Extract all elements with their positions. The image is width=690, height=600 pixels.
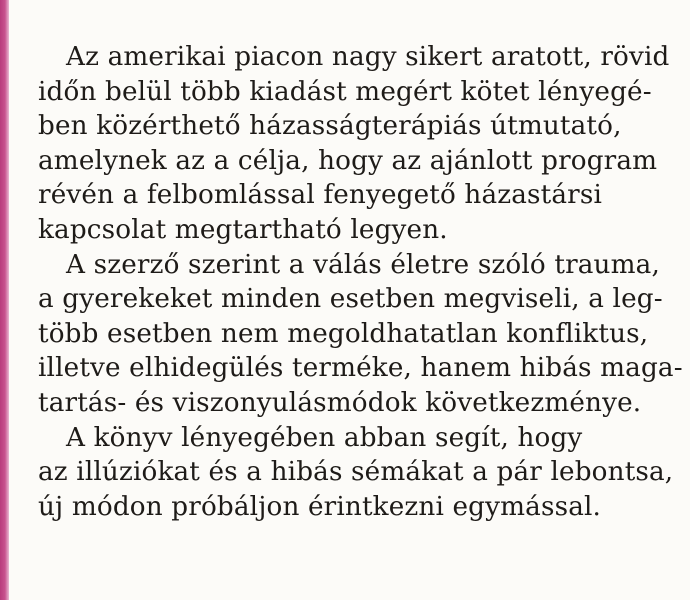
text-line: A könyv lényegében abban segít, hogy <box>66 422 583 453</box>
text-line: illetve elhidegülés terméke, hanem hibás maga- <box>38 353 683 384</box>
text-line: Az amerikai piacon nagy sikert aratott, rövid <box>66 42 670 72</box>
text-line: időn belül több kiadást megért kötet lényegé- <box>38 76 652 107</box>
text-line: amelynek az a célja, hogy az ajánlott program <box>38 145 658 176</box>
text-line: az illúziókat és a hibás sémákat a pár lebontsa, <box>38 457 674 488</box>
blurb-text <box>38 40 683 524</box>
text-line: ben közérthető házasságterápiás útmutató, <box>38 111 622 142</box>
text-line: új módon próbáljon érintkezni egymással. <box>38 491 602 522</box>
text-line: kapcsolat megtartható legyen. <box>38 214 448 245</box>
paragraph-1 <box>38 40 678 248</box>
paragraph-2 <box>38 248 683 421</box>
pink-edge-stripe <box>0 0 9 600</box>
text-line: révén a felbomlással fenyegető házastársi <box>38 180 603 211</box>
text-line: több esetben nem megoldhatatlan konfliktus, <box>38 318 649 349</box>
text-line: a gyerekeket minden esetben megviseli, a leg- <box>38 284 663 315</box>
text-line: A szerző szerint a válás életre szóló trauma, <box>66 249 660 280</box>
text-line: tartás- és viszonyulásmódok következménye. <box>38 387 642 418</box>
paragraph-3 <box>38 421 678 525</box>
